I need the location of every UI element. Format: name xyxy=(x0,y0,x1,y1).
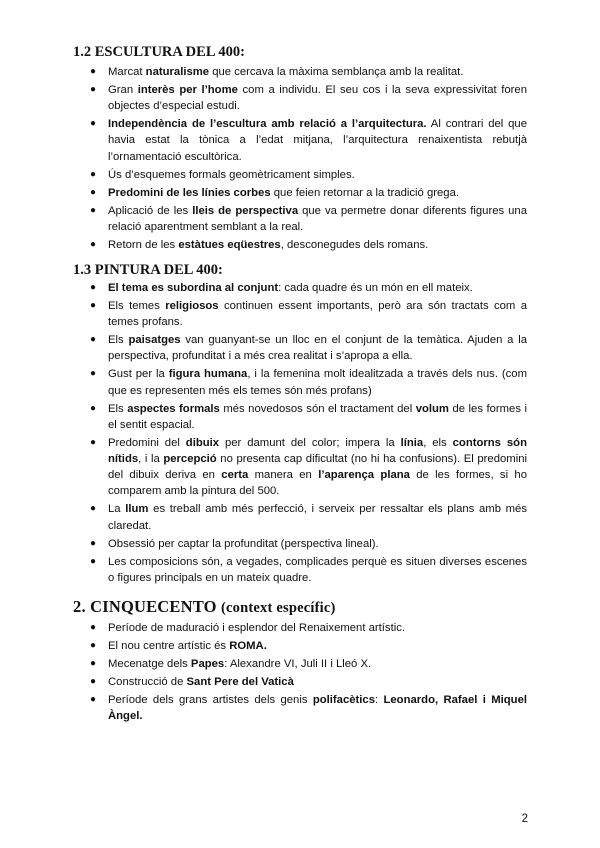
list-item: ● El nou centre artístic és ROMA. xyxy=(90,638,527,654)
list-item: ● La llum es treball amb més perfecció, i serveix per ressaltar els plans amb més claredat. xyxy=(90,503,527,532)
bold-text: interès per l’home xyxy=(137,84,238,96)
list-item: ● Període de maduració i esplendor del Renaixement artístic. xyxy=(90,620,527,636)
bold-text: Sant Pere del Vaticà xyxy=(186,676,294,688)
bullet-icon: ● xyxy=(90,84,97,95)
bold-text: figura humana xyxy=(168,368,248,381)
bullet-icon: ● xyxy=(90,436,97,448)
bold-text: Papes xyxy=(190,658,225,670)
list-cinquecento xyxy=(90,620,527,726)
bullet-icon: ● xyxy=(90,118,97,130)
bullet-icon: ● xyxy=(90,168,97,180)
bullet-icon: ● xyxy=(90,368,97,380)
list-item: ● Retorn de les estàtues eqüestres, desconegudes dels romans. xyxy=(90,237,527,253)
bullet-icon: ● xyxy=(90,555,97,567)
bold-text: polifacètics xyxy=(312,694,375,706)
list-item: ● Independència de l’escultura amb relació a l’arquitectura. Al contrari del que havia estat la tònica a l’edat mitjana, l’arquitectura renaixentista rebutjà l’ornamentació escultòrica. xyxy=(90,118,527,163)
bold-text: Predomini de les línies corbes xyxy=(108,186,271,199)
heading-escultura: 1.2 ESCULTURA DEL 400: xyxy=(73,44,245,60)
heading-cinquecento xyxy=(73,597,336,617)
list-item: ● Els paisatges van guanyant-se un lloc en el conjunt de la temàtica. Ajuden a la perspectiva, profunditat i a més crea realitat i s’apropa a ella. xyxy=(90,334,527,363)
bold-text: paisatges xyxy=(128,334,181,347)
heading-cinquecento-main: 2. CINQUECENTO xyxy=(73,597,217,616)
heading-pintura: 1.3 PINTURA DEL 400: xyxy=(73,262,223,278)
list-item: ● Marcat naturalisme que cercava la màxima semblança amb la realitat. xyxy=(90,64,527,80)
list-item: ● Ús d’esquemes formals geomètricament simples. xyxy=(90,167,527,183)
list-item: ● Obsessió per captar la profunditat (perspectiva lineal). xyxy=(90,536,527,552)
bold-text: certa xyxy=(221,469,249,482)
bold-text: naturalisme xyxy=(145,66,210,78)
bullet-icon: ● xyxy=(90,658,97,669)
list-item: ● Predomini del dibuix per damunt del color; impera la línia, els contorns són nítids, i la percepció no presenta cap dificultat (no hi ha confusions). El predomini del dibuix deriva en certa manera en l’aparença plana de les formes, si ho comparem amb la pintura del 500. xyxy=(90,436,527,498)
bold-text: Leonardo, Rafael i Miquel Àngel. xyxy=(108,694,527,723)
list-item: ● Els temes religiosos continuen essent importants, però ara són tractats com a temes profans. xyxy=(90,300,527,329)
bold-text: estàtues eqüestres xyxy=(178,238,281,251)
bold-text: línia xyxy=(400,436,424,449)
bullet-icon: ● xyxy=(90,676,97,687)
bullet-icon: ● xyxy=(90,282,97,293)
bullet-icon: ● xyxy=(90,238,97,250)
bullet-icon: ● xyxy=(90,186,97,198)
bullet-icon: ● xyxy=(90,622,97,633)
bold-text: ROMA. xyxy=(229,640,267,652)
list-item: ● Mecenatge dels Papes: Alexandre VI, Juli II i Lleó X. xyxy=(90,656,527,672)
bold-text: aspectes formals xyxy=(127,402,220,415)
list-item: ● Predomini de les línies corbes que feien retornar a la tradició grega. xyxy=(90,185,527,201)
list-escultura xyxy=(90,64,527,255)
list-item: ● Període dels grans artistes dels genis polifacètics: Leonardo, Rafael i Miquel Àngel. xyxy=(90,694,527,723)
bold-text: l’aparença plana xyxy=(318,469,410,482)
bold-text: percepció xyxy=(163,453,217,466)
bullet-icon: ● xyxy=(90,694,97,705)
list-item: ● Els aspectes formals més novedosos són el tractament del volum de les formes i el sentit espacial. xyxy=(90,402,527,431)
bullet-icon: ● xyxy=(90,334,97,346)
list-item: ● Gust per la figura humana, i la femenina molt idealitzada a través dels nus. (com que es representen més els temes són més profans) xyxy=(90,368,527,397)
bold-text: volum xyxy=(415,402,449,415)
bold-text: llum xyxy=(125,503,149,516)
bullet-icon: ● xyxy=(90,402,97,414)
bold-text: contorns són nítids xyxy=(108,436,527,466)
bold-text: lleis de perspectiva xyxy=(192,204,299,217)
bullet-icon: ● xyxy=(90,300,97,311)
list-item: ● El tema es subordina al conjunt: cada quadre és un món en ell mateix. xyxy=(90,280,527,296)
bold-text: religiosos xyxy=(165,300,219,312)
heading-cinquecento-sub: (context específic) xyxy=(221,600,336,616)
bold-text: El tema es subordina al conjunt xyxy=(108,282,279,294)
bullet-icon: ● xyxy=(90,66,97,77)
page-number: 2 xyxy=(521,813,528,825)
list-pintura xyxy=(90,280,527,588)
bold-text: Independència de l’escultura amb relació a l’arquitectura. xyxy=(108,118,427,131)
list-item: ● Aplicació de les lleis de perspectiva que va permetre donar diferents figures una relació aparentment semblant a la real. xyxy=(90,204,527,233)
bold-text: dibuix xyxy=(185,436,220,449)
bullet-icon: ● xyxy=(90,204,97,216)
bullet-icon: ● xyxy=(90,537,97,549)
list-item: ● Les composicions són, a vegades, complicades perquè es situen diverses escenes o figures principals en un mateix quadre. xyxy=(90,555,527,584)
list-item: ● Construcció de Sant Pere del Vaticà xyxy=(90,674,527,690)
list-item: ● Gran interès per l’home com a individu. El seu cos i la seva expressivitat foren objectes d’especial estudi. xyxy=(90,84,527,113)
bullet-icon: ● xyxy=(90,640,97,651)
bullet-icon: ● xyxy=(90,503,97,515)
